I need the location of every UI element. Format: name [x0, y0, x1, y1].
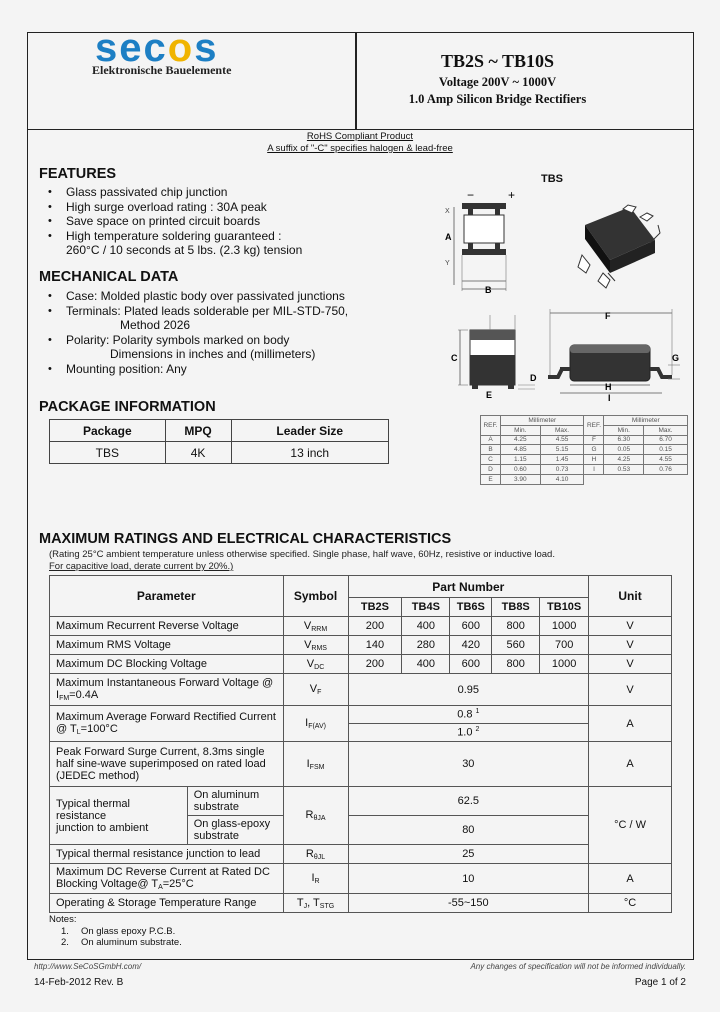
3d-view — [578, 205, 660, 288]
table-cell-empty — [604, 474, 644, 484]
symbol-cell — [283, 636, 348, 655]
unit-header: Unit — [589, 576, 672, 617]
table-header: Max. — [644, 425, 688, 435]
package-info-title: PACKAGE INFORMATION — [39, 399, 216, 415]
unit-cell: °C — [589, 894, 672, 913]
list-item: • High surge overload rating : 30A peak — [48, 200, 302, 215]
param-fragment: Blocking Voltage@ T — [56, 878, 159, 890]
param-fragment: =0.4A — [69, 689, 99, 701]
table-cell: C — [481, 455, 501, 465]
part-tb2s: TB2S — [348, 598, 402, 617]
note-item — [49, 926, 182, 938]
note-text: On aluminum substrate. — [80, 937, 182, 948]
table-cell: 1.45 — [540, 455, 584, 465]
param-text: Maximum Instantaneous Forward Voltage @ — [56, 677, 274, 689]
table-header: Min. — [604, 425, 644, 435]
table-cell: G — [584, 445, 604, 455]
dim-label-e: E — [486, 390, 493, 400]
value-cell: 25 — [348, 845, 589, 864]
param-cell: Maximum DC Blocking Voltage — [50, 655, 284, 674]
param-cell — [50, 787, 188, 845]
table-header: Millimeter — [501, 416, 584, 426]
value-cell: 280 — [402, 636, 450, 655]
dim-label-i: I — [608, 393, 611, 403]
symbol-cell — [283, 894, 348, 913]
table-row — [50, 617, 672, 636]
table-cell: 5.15 — [540, 445, 584, 455]
logo-text-o: o — [167, 26, 195, 70]
symbol-text: I — [311, 872, 315, 884]
value-cell: 30 — [348, 742, 589, 787]
table-header: Min. — [501, 425, 541, 435]
symbol-text: V — [304, 638, 312, 651]
param-cell — [50, 864, 284, 894]
value-cell: 200 — [348, 655, 402, 674]
condition-text: substrate — [193, 801, 239, 813]
table-cell: 0.73 — [540, 464, 584, 474]
table-row — [481, 435, 688, 445]
side-view — [548, 309, 680, 393]
symbol-cell — [283, 617, 348, 636]
param-fragment: @ T — [56, 723, 77, 735]
plus-symbol: + — [508, 188, 516, 202]
dim-label-x: X — [445, 208, 450, 215]
symbol-header: Symbol — [283, 576, 348, 617]
unit-cell: A — [589, 706, 672, 742]
table-cell: 1.15 — [501, 455, 541, 465]
param-cell: Operating & Storage Temperature Range — [50, 894, 284, 913]
unit-cell: A — [589, 864, 672, 894]
symbol-subscript: R — [314, 878, 320, 885]
value-cell: 400 — [402, 655, 450, 674]
product-title: TB2S ~ TB10S — [440, 51, 555, 71]
dim-label-b: B — [485, 285, 492, 295]
param-text: Peak Forward Surge Current, 8.3ms single — [56, 746, 265, 758]
table-cell-empty — [584, 474, 604, 484]
list-item: • Terminals: Plated leads solderable per MIL-STD-750, — [48, 304, 348, 319]
unit-cell: V — [589, 617, 672, 636]
table-row — [50, 674, 672, 706]
param-text — [56, 723, 277, 736]
param-cell — [50, 674, 284, 706]
product-subtitle: 1.0 Amp Silicon Bridge Rectifiers — [408, 92, 587, 106]
unit-cell: V — [589, 655, 672, 674]
notes — [49, 914, 182, 949]
table-row — [50, 894, 672, 913]
part-tb10s: TB10S — [540, 598, 589, 617]
table-header: REF. — [584, 416, 604, 436]
note-item — [49, 937, 182, 949]
table-header: Millimeter — [604, 416, 688, 426]
symbol-text: V — [309, 683, 318, 695]
symbol-subscript: F(AV) — [308, 723, 326, 730]
param-cell: Maximum Recurrent Reverse Voltage — [50, 617, 284, 636]
param-fragment: I — [56, 689, 60, 701]
table-header: MPQ — [165, 420, 231, 442]
table-row — [481, 474, 688, 484]
condition-text: On glass-epoxy — [193, 818, 271, 830]
symbol-cell — [283, 742, 348, 787]
logo-text-s: s — [194, 26, 219, 70]
param-text — [56, 689, 277, 702]
ratings-note-2: For capacitive load, derate current by 20%.) — [49, 561, 234, 572]
symbol-text: R — [305, 847, 314, 860]
dim-label-y: Y — [445, 260, 450, 267]
symbol-text: I — [305, 717, 309, 729]
front-view — [458, 315, 535, 389]
value-cell: 400 — [402, 617, 450, 636]
table-row — [50, 576, 672, 598]
param-text: Maximum Average Forward Rectified Current — [56, 711, 276, 723]
dim-label-h: H — [605, 382, 612, 392]
list-item-continuation: Dimensions in inches and (millimeters) — [110, 347, 316, 361]
table-cell: B — [481, 445, 501, 455]
condition-text: On aluminum — [193, 789, 260, 801]
note-ref: 1 — [475, 708, 480, 716]
table-cell: 0.60 — [501, 464, 541, 474]
symbol-subscript: θJL — [313, 853, 326, 861]
symbol-cell — [283, 706, 348, 742]
symbol-subscript: FSM — [309, 763, 325, 771]
features-list — [48, 185, 302, 258]
table-cell: E — [481, 474, 501, 484]
value-cell: 1000 — [540, 655, 589, 674]
table-row — [481, 416, 688, 426]
param-fragment: =100°C — [80, 723, 118, 735]
value-text: 1.0 — [457, 726, 473, 739]
list-item-continuation: Method 2026 — [120, 318, 191, 332]
dim-label-f: F — [605, 311, 611, 321]
param-text: junction to ambient — [56, 821, 149, 834]
table-cell: 4.55 — [540, 435, 584, 445]
unit-cell: V — [589, 674, 672, 706]
package-outline-drawing — [440, 185, 710, 425]
note-number: 1. — [61, 925, 69, 937]
package-table — [49, 419, 389, 464]
value-text: 0.8 — [457, 708, 473, 721]
footer-page: Page 1 of 2 — [634, 977, 686, 988]
part-tb8s: TB8S — [492, 598, 540, 617]
footer-date: 14-Feb-2012 Rev. B — [34, 977, 124, 988]
symbol-subscript: DC — [314, 663, 325, 671]
param-header: Parameter — [50, 576, 284, 617]
param-cell: Maximum RMS Voltage — [50, 636, 284, 655]
value-cell: -55~150 — [348, 894, 589, 913]
param-text: (JEDEC method) — [56, 770, 140, 782]
param-subscript: A — [158, 884, 163, 891]
table-header: Package — [50, 420, 166, 442]
param-text — [56, 878, 277, 891]
table-row — [50, 706, 672, 724]
logo-text-se: se — [95, 26, 144, 70]
note-text: On glass epoxy P.C.B. — [80, 925, 176, 937]
top-view — [454, 203, 506, 291]
symbol-text: V — [303, 619, 312, 632]
dim-label-g: G — [672, 353, 680, 363]
value-cell: 80 — [348, 816, 589, 845]
dimensions-table — [480, 415, 688, 485]
table-cell: F — [584, 435, 604, 445]
table-row — [50, 636, 672, 655]
logo-subtitle: Elektronische Bauelemente — [92, 63, 232, 77]
table-row — [50, 742, 672, 787]
table-cell: 6.70 — [644, 435, 688, 445]
symbol-text: I — [306, 757, 310, 770]
value-cell: 420 — [450, 636, 492, 655]
param-text: Typical thermal resistance — [56, 797, 130, 822]
package-label: TBS — [541, 173, 563, 185]
secos-logo — [95, 26, 219, 70]
symbol-cell — [283, 845, 348, 864]
part-tb6s: TB6S — [450, 598, 492, 617]
table-cell: 4.10 — [540, 474, 584, 484]
table-cell: I — [584, 464, 604, 474]
condition-text: substrate — [193, 830, 239, 842]
table-cell: 4K — [165, 442, 231, 464]
condition-cell — [187, 816, 283, 845]
value-cell — [348, 706, 589, 724]
table-cell: 0.15 — [644, 445, 688, 455]
list-item: • Mounting position: Any — [48, 362, 348, 377]
table-cell: 0.53 — [604, 464, 644, 474]
symbol-cell — [283, 864, 348, 894]
ratings-table — [49, 575, 672, 913]
param-subscript: L — [76, 729, 81, 736]
logo-text-c: c — [143, 26, 168, 70]
dim-label-a: A — [445, 232, 452, 242]
note-ref: 2 — [475, 726, 480, 734]
symbol-subscript: RRM — [311, 625, 328, 633]
table-row — [481, 445, 688, 455]
unit-cell: °C / W — [589, 787, 672, 864]
note-number: 2. — [61, 937, 69, 948]
symbol-text: V — [306, 657, 315, 670]
footer-url[interactable]: http://www.SeCoSGmbH.com/ — [34, 962, 142, 971]
symbol-cell — [283, 674, 348, 706]
param-fragment: =25°C — [162, 878, 194, 890]
table-cell: D — [481, 464, 501, 474]
ratings-title: MAXIMUM RATINGS AND ELECTRICAL CHARACTERISTICS — [39, 531, 452, 547]
param-cell: Typical thermal resistance junction to lead — [50, 845, 284, 864]
list-item: • Polarity: Polarity symbols marked on body — [48, 333, 348, 348]
symbol-text: T — [296, 896, 304, 909]
table-cell: 0.05 — [604, 445, 644, 455]
symbol-text: R — [305, 809, 314, 821]
table-row — [50, 864, 672, 894]
table-header: Leader Size — [231, 420, 388, 442]
footer-disclaimer: Any changes of specification will not be informed individually. — [470, 962, 686, 971]
table-cell: 6.30 — [604, 435, 644, 445]
list-item: • Case: Molded plastic body over passivated junctions — [48, 289, 348, 304]
param-text: Maximum DC Reverse Current at Rated DC — [56, 866, 270, 878]
dim-label-c: C — [451, 353, 458, 363]
table-row — [50, 845, 672, 864]
mechanical-title: MECHANICAL DATA — [39, 269, 179, 285]
unit-cell: A — [589, 742, 672, 787]
symbol-subscript: F — [317, 689, 322, 696]
table-row — [50, 420, 389, 442]
ratings-note-1: (Rating 25°C ambient temperature unless otherwise specified. Single phase, half wave, 60Hz, resistive or inductive load. — [49, 549, 555, 560]
param-cell — [50, 742, 284, 787]
table-cell: TBS — [50, 442, 166, 464]
table-cell: 0.76 — [644, 464, 688, 474]
value-cell: 62.5 — [348, 787, 589, 816]
value-cell: 0.95 — [348, 674, 589, 706]
value-cell: 10 — [348, 864, 589, 894]
table-cell: 4.25 — [501, 435, 541, 445]
table-cell: 4.55 — [644, 455, 688, 465]
halogen-free-line: A suffix of "-C" specifies halogen & lead-free — [267, 143, 453, 154]
value-cell: 800 — [492, 655, 540, 674]
value-cell: 1000 — [540, 617, 589, 636]
list-item-continuation: 260°C / 10 seconds at 5 lbs. (2.3 kg) tension — [66, 243, 303, 257]
mechanical-list — [48, 289, 348, 376]
table-row — [481, 455, 688, 465]
param-subscript: FM — [59, 695, 70, 702]
value-cell: 700 — [540, 636, 589, 655]
table-cell-empty — [644, 474, 688, 484]
symbol-subscript: RMS — [311, 644, 327, 652]
value-cell: 800 — [492, 617, 540, 636]
table-row — [50, 442, 389, 464]
unit-cell: V — [589, 636, 672, 655]
table-cell: A — [481, 435, 501, 445]
table-cell: 4.85 — [501, 445, 541, 455]
value-cell — [348, 724, 589, 742]
table-row — [50, 787, 672, 816]
table-row — [50, 655, 672, 674]
symbol-cell — [283, 787, 348, 845]
table-cell: 3.90 — [501, 474, 541, 484]
list-item: • Save space on printed circuit boards — [48, 214, 302, 229]
voltage-range: Voltage 200V ~ 1000V — [438, 75, 557, 89]
symbol-text: , T — [307, 896, 320, 909]
table-cell: 13 inch — [231, 442, 388, 464]
value-cell: 600 — [450, 617, 492, 636]
notes-title: Notes: — [49, 914, 77, 925]
part-tb4s: TB4S — [402, 598, 450, 617]
symbol-subscript: J — [303, 902, 308, 910]
list-item: • Glass passivated chip junction — [48, 185, 302, 200]
value-cell: 600 — [450, 655, 492, 674]
condition-cell — [187, 787, 283, 816]
list-item: • High temperature soldering guaranteed : — [48, 229, 302, 244]
features-title: FEATURES — [39, 166, 117, 182]
value-cell: 560 — [492, 636, 540, 655]
table-header: Max. — [540, 425, 584, 435]
value-cell: 200 — [348, 617, 402, 636]
minus-symbol: − — [467, 188, 475, 202]
table-header: REF. — [481, 416, 501, 436]
symbol-subscript: STG — [319, 902, 335, 910]
table-cell: 4.25 — [604, 455, 644, 465]
symbol-subscript: θJA — [313, 815, 326, 822]
part-number-header: Part Number — [348, 576, 589, 598]
table-cell: H — [584, 455, 604, 465]
symbol-cell — [283, 655, 348, 674]
param-cell — [50, 706, 284, 742]
table-row — [481, 464, 688, 474]
rohs-line: RoHS Compliant Product — [306, 131, 414, 142]
value-cell: 140 — [348, 636, 402, 655]
param-text: half sine-wave superimposed on rated load — [56, 758, 266, 770]
dim-label-d: D — [530, 373, 537, 383]
